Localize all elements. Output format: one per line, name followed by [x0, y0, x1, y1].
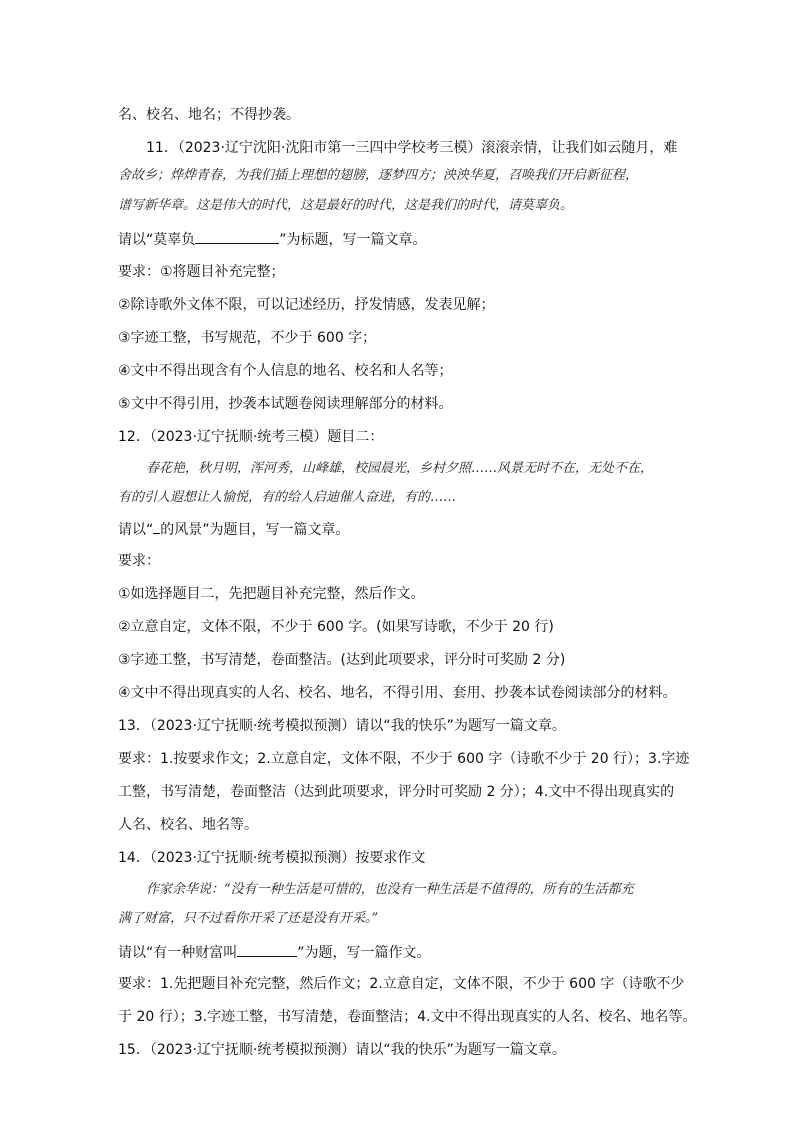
requirement-line: 要求：1.按要求作文；2.立意自定，文体不限，不少于 600 字（诗歌不少于 20 行）；3.字迹 — [118, 751, 690, 767]
requirement-line: ②立意自定，文体不限，不少于 600 字。(如果写诗歌，不少于 20 行) — [118, 619, 554, 635]
material-line: 满了财富，只不过看你开采了还是没有开采。” — [118, 911, 379, 926]
prompt-text: 请以“莫辜负 — [118, 232, 196, 248]
requirement-line: ④文中不得出现含有个人信息的地名、校名和人名等； — [118, 363, 453, 379]
requirement-line: ①如选择题目二，先把题目补充完整，然后作文。 — [118, 586, 425, 602]
requirement-line: 要求：①将题目补充完整； — [118, 264, 285, 280]
prompt-text: 请以“ — [118, 522, 154, 538]
requirement-line: ④文中不得出现真实的人名、校名、地名，不得引用、套用、抄袭本试卷阅读部分的材料。 — [118, 685, 677, 701]
question-11-header: 11．（2023·辽宁沈阳·沈阳市第一三四中学校考三模）滚滚亲情，让我们如云随月，难 — [146, 140, 678, 156]
material-line: 谱写新华章。这是伟大的时代，这是最好的时代，这是我们的时代，请莫辜负。 — [118, 198, 574, 213]
requirement-line: 工整，书写清楚，卷面整洁（达到此项要求，评分时可奖励 2 分）；4.文中不得出现真实的 — [118, 784, 675, 800]
question-15-header: 15．（2023·辽宁抚顺·统考模拟预测）请以“我的快乐”为题写一篇文章。 — [118, 1042, 566, 1058]
prompt-text: ”为标题，写一篇文章。 — [279, 232, 427, 248]
material-line: 作家余华说：“没有一种生活是可惜的，也没有一种生活是不值得的，所有的生活都充 — [146, 882, 634, 897]
prompt-text: ”为题，写一篇作文。 — [297, 945, 431, 961]
requirement-line: ⑤文中不得引用，抄袭本试题卷阅读理解部分的材料。 — [118, 396, 453, 412]
material-line: 舍故乡；烨烨青春，为我们插上理想的翅膀，逐梦四方；泱泱华夏，召唤我们开启新征程， — [118, 168, 639, 183]
material-line: 春花艳，秋月明，浑河秀，山峰雄，校园晨光，乡村夕照……风景无时不在，无处不在， — [146, 461, 654, 476]
requirement-line: ③字迹工整，书写清楚，卷面整洁。(达到此项要求，评分时可奖励 2 分) — [118, 652, 566, 668]
title-blank — [195, 229, 279, 244]
question-12-header: 12．（2023·辽宁抚顺·统考三模）题目二： — [118, 429, 384, 445]
prompt-line — [118, 519, 350, 539]
question-13-header: 13．（2023·辽宁抚顺·统考模拟预测）请以“我的快乐”为题写一篇文章。 — [118, 718, 566, 734]
requirement-line: ②除诗歌外文体不限，可以记述经历，抒发情感，发表见解； — [118, 297, 495, 313]
requirement-line: 人名、校名、地名等。 — [118, 817, 258, 833]
prompt-line — [118, 942, 431, 962]
title-blank — [237, 942, 297, 957]
requirement-line: 于 20 行）；3.字迹工整，书写清楚，卷面整洁；4.文中不得出现真实的人名、校名、地名等。 — [118, 1009, 697, 1025]
text-line: 名、校名、地名；不得抄袭。 — [118, 107, 300, 123]
prompt-text: 的风景”为题目，写一篇文章。 — [160, 522, 350, 538]
question-14-header: 14．（2023·辽宁抚顺·统考模拟预测）按要求作文 — [118, 850, 426, 866]
prompt-line — [118, 229, 427, 249]
prompt-text: 请以“有一种财富叫 — [118, 945, 238, 961]
material-line: 有的引人遐想让人愉悦，有的给人启迪催人奋进，有的…… — [118, 490, 457, 505]
requirement-line: ③字迹工整，书写规范，不少于 600 字； — [118, 330, 377, 346]
requirement-label: 要求： — [118, 553, 160, 569]
requirement-line: 要求：1.先把题目补充完整，然后作文；2.立意自定，文体不限，不少于 600 字（诗歌不少 — [118, 976, 685, 992]
